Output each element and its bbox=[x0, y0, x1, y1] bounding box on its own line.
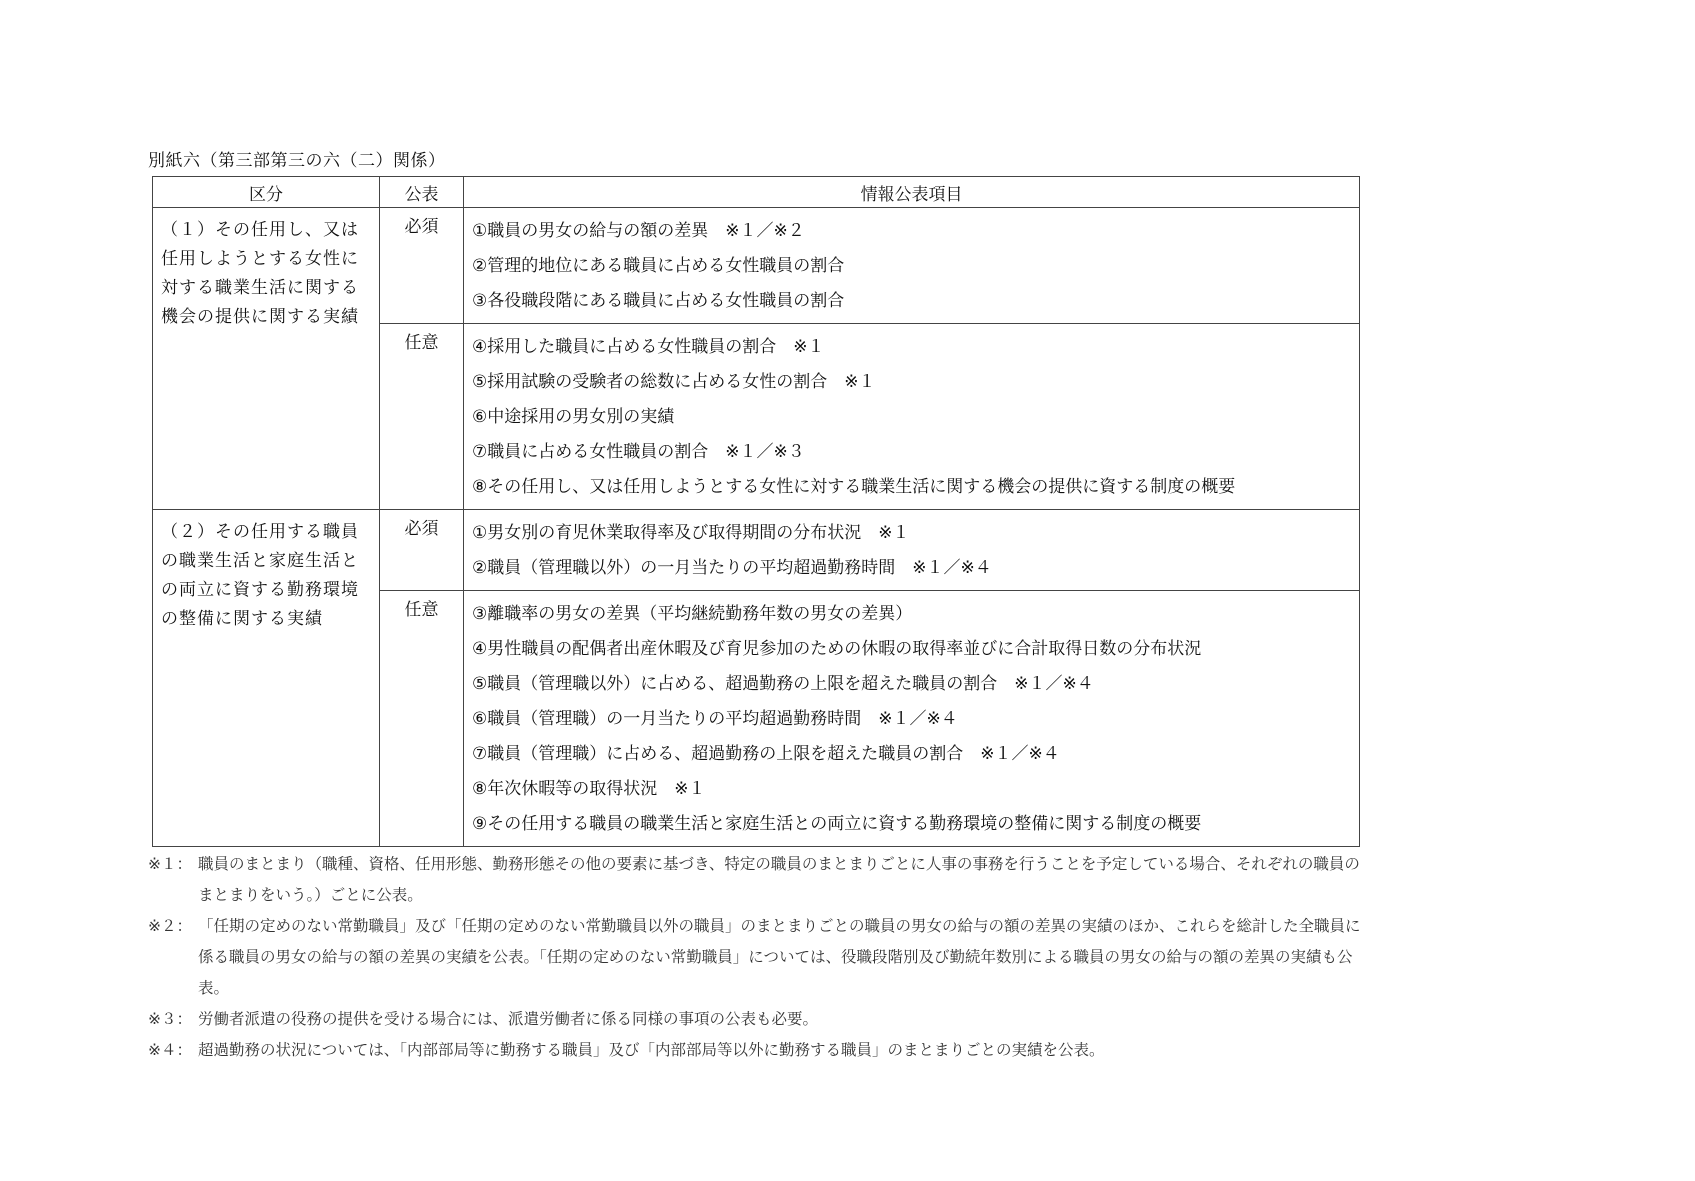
footnote-label: ※３： bbox=[148, 1010, 192, 1028]
document-page bbox=[148, 150, 1370, 1066]
list-item: ②管理的地位にある職員に占める女性職員の割合 bbox=[472, 256, 845, 276]
list-item: ①職員の男女の給与の額の差異 ※１／※２ bbox=[472, 221, 805, 241]
item-list bbox=[464, 510, 1359, 590]
items-cell bbox=[464, 324, 1360, 510]
publication-label: 必須 bbox=[404, 217, 439, 237]
document-title: 別紙六（第三部第三の六（二）関係） bbox=[148, 151, 446, 171]
list-item: ⑥中途採用の男女別の実績 bbox=[472, 407, 675, 427]
list-item: ④採用した職員に占める女性職員の割合 ※１ bbox=[472, 337, 825, 357]
footnote-text: 職員のまとまり（職種、資格、任用形態、勤務形態その他の要素に基づき、特定の職員のまとまりごとに人事の事務を行うことを予定している場合、それぞれの職員のまとまりをいう。）ごとに公表。 bbox=[198, 855, 1360, 904]
publication-cell bbox=[380, 510, 464, 591]
list-item: ①男女別の育児休業取得率及び取得期間の分布状況 ※１ bbox=[472, 523, 910, 543]
header-items: 情報公表項目 bbox=[464, 177, 1360, 208]
category-cell bbox=[153, 208, 380, 510]
list-item: ⑧年次休暇等の取得状況 ※１ bbox=[472, 779, 706, 799]
publication-cell bbox=[380, 324, 464, 510]
table-row bbox=[153, 510, 1360, 591]
list-item: ③各役職段階にある職員に占める女性職員の割合 bbox=[472, 291, 845, 311]
disclosure-table bbox=[152, 176, 1360, 847]
list-item: ⑧その任用し、又は任用しようとする女性に対する職業生活に関する機会の提供に資する制度の概要 bbox=[472, 477, 1236, 497]
footnote bbox=[148, 1035, 1370, 1066]
footnote-label: ※１： bbox=[148, 855, 192, 873]
table-header-row bbox=[153, 177, 1360, 208]
table-row bbox=[153, 208, 1360, 324]
list-item: ⑥職員（管理職）の一月当たりの平均超過勤務時間 ※１／※４ bbox=[472, 709, 958, 729]
publication-label: 任意 bbox=[404, 333, 439, 353]
footnote-label: ※４： bbox=[148, 1041, 192, 1059]
publication-cell bbox=[380, 591, 464, 847]
items-cell bbox=[464, 591, 1360, 847]
items-cell bbox=[464, 208, 1360, 324]
category-text: （２）その任用する職員の職業生活と家庭生活との両立に資する勤務環境の整備に関する実績 bbox=[161, 522, 359, 629]
category-cell bbox=[153, 510, 380, 847]
list-item: ⑤職員（管理職以外）に占める、超過勤務の上限を超えた職員の割合 ※１／※４ bbox=[472, 674, 1094, 694]
publication-label: 必須 bbox=[404, 519, 439, 539]
list-item: ⑨その任用する職員の職業生活と家庭生活との両立に資する勤務環境の整備に関する制度の概要 bbox=[472, 814, 1202, 834]
header-category: 区分 bbox=[153, 177, 380, 208]
footnote-label: ※２： bbox=[148, 917, 192, 935]
list-item: ⑤採用試験の受験者の総数に占める女性の割合 ※１ bbox=[472, 372, 876, 392]
item-list bbox=[464, 324, 1359, 509]
items-cell bbox=[464, 510, 1360, 591]
header-publication: 公表 bbox=[380, 177, 464, 208]
footnote-text: 「任期の定めのない常勤職員」及び「任期の定めのない常勤職員以外の職員」のまとまりごとの職員の男女の給与の額の差異の実績のほか、これらを総計した全職員に係る職員の男女の給与の額の差異の実績を公表。「任期の定めのない常勤職員」については、役職段階別及び勤続年数別による職員の男女の給与の額の差異の実績も公表。 bbox=[198, 917, 1361, 997]
item-list bbox=[464, 591, 1359, 846]
list-item: ⑦職員（管理職）に占める、超過勤務の上限を超えた職員の割合 ※１／※４ bbox=[472, 744, 1060, 764]
list-item: ⑦職員に占める女性職員の割合 ※１／※３ bbox=[472, 442, 805, 462]
publication-cell bbox=[380, 208, 464, 324]
footnote bbox=[148, 911, 1370, 1004]
publication-label: 任意 bbox=[404, 600, 439, 620]
footnote bbox=[148, 849, 1370, 911]
footnotes bbox=[148, 849, 1370, 1066]
footnote-text: 超過勤務の状況については、「内部部局等に勤務する職員」及び「内部部局等以外に勤務する職員」のまとまりごとの実績を公表。 bbox=[198, 1041, 1105, 1059]
category-text: （１）その任用し、又は任用しようとする女性に対する職業生活に関する機会の提供に関する実績 bbox=[161, 220, 359, 327]
footnote bbox=[148, 1004, 1370, 1035]
footnote-text: 労働者派遣の役務の提供を受ける場合には、派遣労働者に係る同様の事項の公表も必要。 bbox=[198, 1010, 819, 1028]
item-list bbox=[464, 208, 1359, 323]
list-item: ④男性職員の配偶者出産休暇及び育児参加のための休暇の取得率並びに合計取得日数の分布状況 bbox=[472, 639, 1202, 659]
list-item: ②職員（管理職以外）の一月当たりの平均超過勤務時間 ※１／※４ bbox=[472, 558, 992, 578]
list-item: ③離職率の男女の差異（平均継続勤務年数の男女の差異） bbox=[472, 604, 913, 624]
